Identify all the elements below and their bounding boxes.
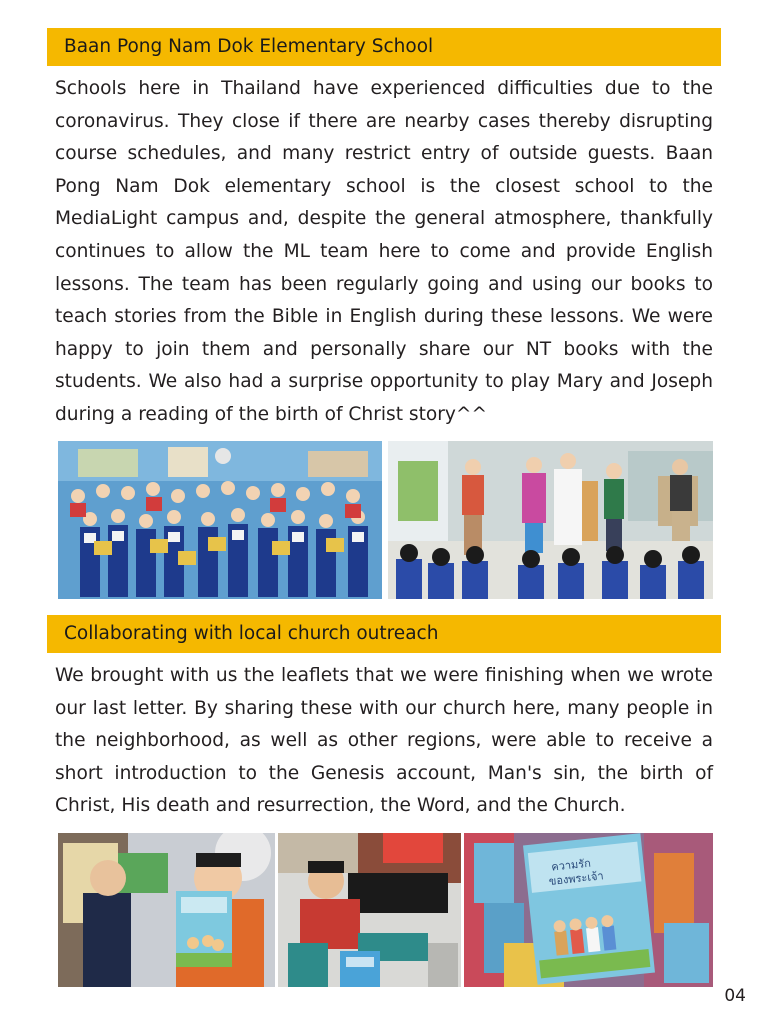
school-paragraph: Schools here in Thailand have experienced difficulties due to the coronavirus. They close if there are nearby cases thereby disrupting course schedules, and many restrict entry of outside guests. Baan Pong Nam Dok elementary school is the closest school to the MediaLight campus and, despite the general atmosphere, thankfully continues to allow the ML team here to come and provide English lessons. The team has been regularly going and using our books to teach stories from the Bible in English during these lessons. We were happy to join them and personally share our NT books with the students. We also had a surprise opportunity to play Mary and Joseph during a reading of the birth of Christ story^^ bbox=[55, 78, 713, 425]
photo-boy-holding-booklet bbox=[58, 833, 275, 987]
booklet-title-line2: ของพระเจ้า bbox=[548, 869, 605, 889]
photo-child-reading-floor bbox=[278, 833, 461, 987]
section-heading-school bbox=[47, 28, 721, 66]
photo-students-with-books bbox=[58, 441, 382, 599]
section-heading-school-text: Baan Pong Nam Dok Elementary School bbox=[64, 36, 434, 57]
section-heading-church bbox=[47, 615, 721, 653]
page-number: 04 bbox=[724, 986, 746, 1006]
booklet-title-line1: ความรัก bbox=[550, 856, 592, 874]
section-heading-church-text: Collaborating with local church outreach bbox=[64, 623, 439, 644]
church-paragraph: We brought with us the leaflets that we were finishing when we wrote our last letter. By sharing these with our church here, many people in the neighborhood, as well as other regions, were able to receive a short introduction to the Genesis account, Man's sin, the birth of Christ, His death and resurrection, the Word, and the Church. bbox=[55, 665, 713, 817]
photo-booklets-in-gift-bags bbox=[464, 833, 713, 987]
photo-reading-to-children bbox=[388, 441, 713, 599]
